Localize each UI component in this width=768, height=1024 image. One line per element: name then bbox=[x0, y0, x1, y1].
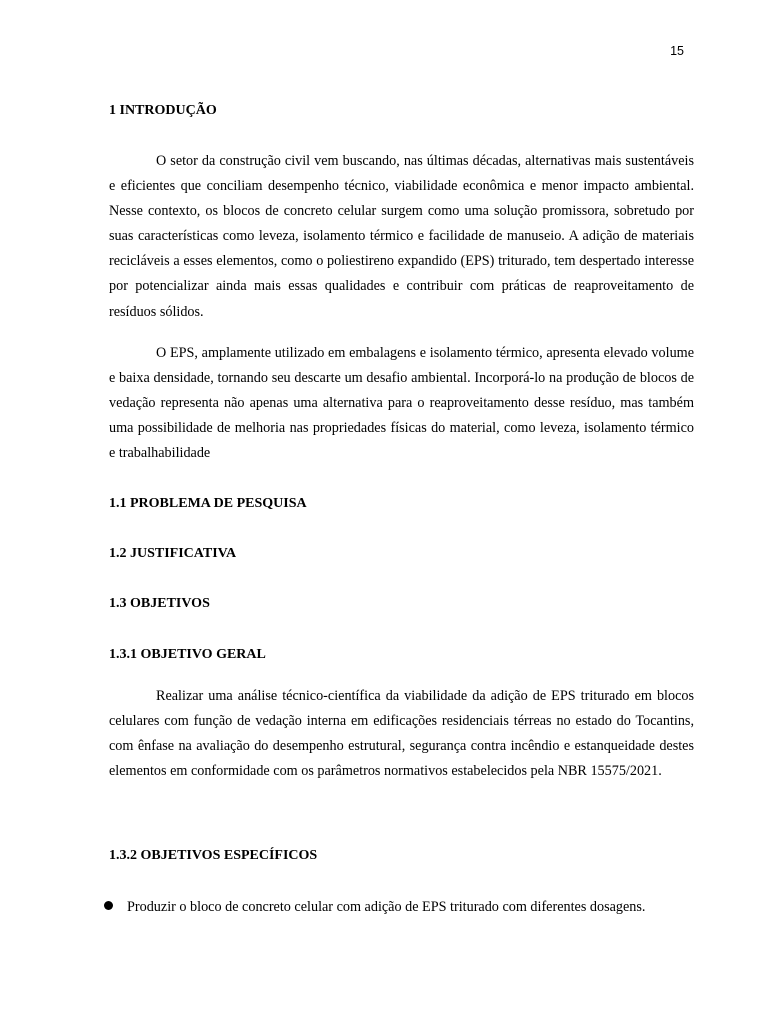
section-heading-objetivos-especificos: 1.3.2 OBJETIVOS ESPECÍFICOS bbox=[109, 848, 318, 863]
section-heading-objetivo-geral: 1.3.1 OBJETIVO GERAL bbox=[109, 647, 266, 662]
intro-paragraph-2: O EPS, amplamente utilizado em embalagens e isolamento térmico, apresenta elevado volume e baixa densidade, tornando seu descarte um desafio ambiental. Incorporá-lo na produção de blocos de vedação representa não apenas uma alternativa para o reaproveitamento desse resíduo, mas também uma possibilidade de melhoria nas propriedades físicas do material, como leveza, isolamento térmico e trabalhabilidade bbox=[109, 345, 694, 462]
list-item-text: Produzir o bloco de concreto celular com adição de EPS triturado com diferentes dosagens. bbox=[127, 899, 646, 915]
list-item bbox=[104, 897, 704, 917]
bullet-icon bbox=[104, 901, 113, 910]
page-number: 15 bbox=[670, 44, 684, 58]
intro-paragraph-1: O setor da construção civil vem buscando, nas últimas décadas, alternativas mais sustentáveis e eficientes que conciliam desempenho técnico, viabilidade econômica e menor impacto ambiental. Nesse contexto, os blocos de concreto celular surgem como uma solução promissora, sobretudo por suas características como leveza, isolamento térmico e facilidade de manuseio. A adição de materiais recicláveis a esses elementos, como o poliestireno expandido (EPS) triturado, tem despertado interesse por potencializar ainda mais essas qualidades e contribuir com práticas de reaproveitamento de resíduos sólidos. bbox=[109, 153, 694, 320]
objetivo-geral-paragraph: Realizar uma análise técnico-científica da viabilidade da adição de EPS triturado em blocos celulares com função de vedação interna em edificações residenciais térreas no estado do Tocantins, com ênfase na avaliação do desempenho estrutural, segurança contra incêndio e estanqueidade destes elementos em conformidade com os parâmetros normativos estabelecidos pela NBR 15575/2021. bbox=[109, 688, 694, 780]
section-heading-problema: 1.1 PROBLEMA DE PESQUISA bbox=[109, 496, 307, 511]
section-heading-justificativa: 1.2 JUSTIFICATIVA bbox=[109, 546, 237, 561]
section-heading-introducao: 1 INTRODUÇÃO bbox=[109, 103, 217, 118]
section-heading-objetivos: 1.3 OBJETIVOS bbox=[109, 596, 210, 611]
